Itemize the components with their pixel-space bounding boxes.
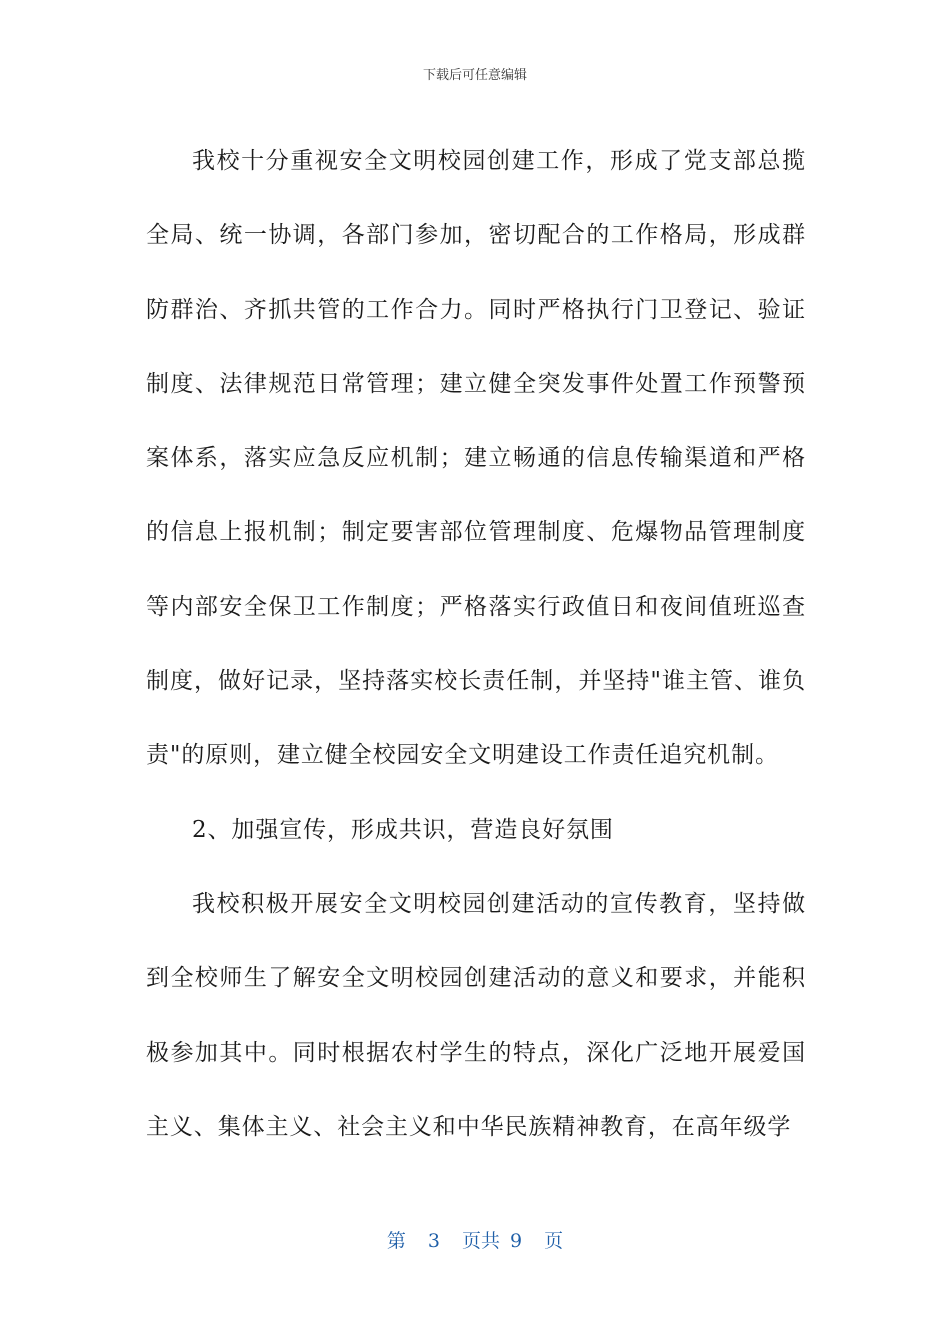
paragraph-publicity-education: 我校积极开展安全文明校园创建活动的宣传教育，坚持做到全校师生了解安全文明校园创建活动的意义和要求，并能积极参加其中。同时根据农村学生的特点，深化广泛地开展爱国主义、集体主义、社会主义和中华民族精神教育，在高年级学 (146, 890, 806, 1140)
current-page-number: 3 (427, 1230, 440, 1252)
header-note: 下载后可任意编辑 (422, 68, 527, 83)
footer-suffix: 页 (544, 1230, 564, 1252)
total-page-number: 9 (510, 1230, 523, 1252)
footer-prefix: 第 (386, 1230, 406, 1252)
section-heading-publicity: 2、加强宣传，形成共识，营造良好氛围 (192, 816, 614, 843)
footer-middle: 页共 (461, 1230, 500, 1252)
paragraph-safety-system: 我校十分重视安全文明校园创建工作，形成了党支部总揽全局、统一协调，各部门参加，密切配合的工作格局，形成群防群治、齐抓共管的工作合力。同时严格执行门卫登记、验证制度、法律规范日常管理；建立健全突发事件处置工作预警预案体系，落实应急反应机制；建立畅通的信息传输渠道和严格的信息上报机制；制定要害部位管理制度、危爆物品管理制度等内部安全保卫工作制度；严格落实行政值日和夜间值班巡查制度，做好记录，坚持落实校长责任制，并坚持"谁主管、谁负责"的原则，建立健全校园安全文明建设工作责任追究机制。 (146, 148, 806, 769)
page-footer (0, 1226, 950, 1253)
document-body (146, 124, 806, 1164)
